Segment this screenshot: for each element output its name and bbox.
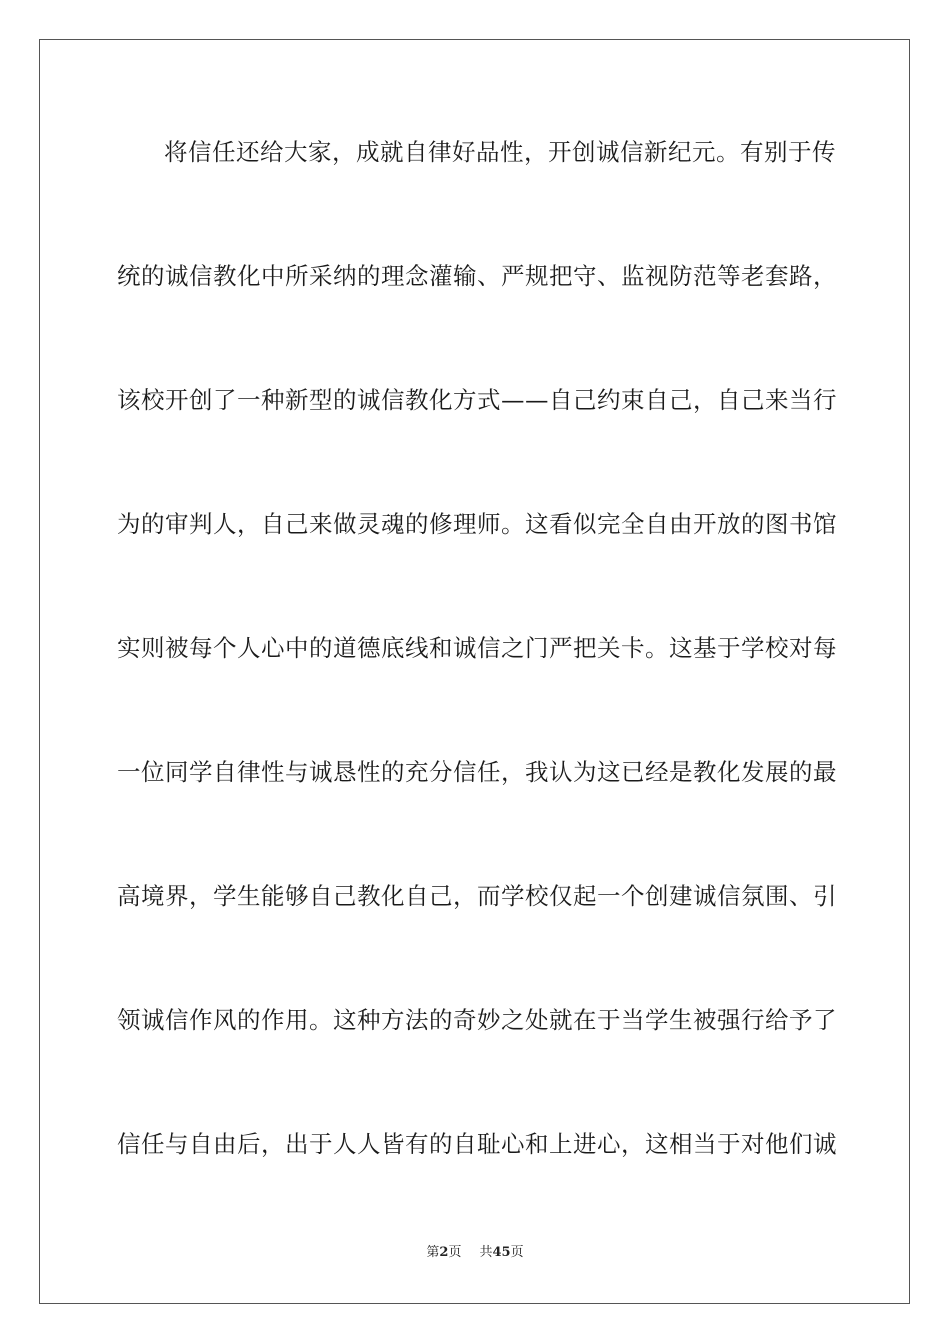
paragraph-line: 领诚信作风的作用。这种方法的奇妙之处就在于当学生被强行给予了: [117, 1006, 837, 1034]
paragraph-line: 一位同学自律性与诚恳性的充分信任，我认为这已经是教化发展的最: [117, 758, 837, 786]
total-pages: 45: [492, 1245, 511, 1260]
page-total: [479, 1245, 523, 1260]
paragraph-line: 将信任还给大家，成就自律好品性，开创诚信新纪元。有别于传: [164, 138, 836, 166]
page-footer: [0, 1245, 950, 1261]
page-suffix: 页: [448, 1245, 462, 1260]
page-border: [39, 39, 910, 1304]
total-suffix: 页: [510, 1245, 524, 1260]
paragraph-line: 实则被每个人心中的道德底线和诚信之门严把关卡。这基于学校对每: [117, 634, 837, 662]
paragraph-line: 统的诚信教化中所采纳的理念灌输、严规把守、监视防范等老套路，: [117, 262, 837, 290]
paragraph-line: 信任与自由后，出于人人皆有的自耻心和上进心，这相当于对他们诚: [117, 1130, 837, 1158]
current-page: 2: [439, 1245, 449, 1260]
paragraph-line: 为的审判人，自己来做灵魂的修理师。这看似完全自由开放的图书馆: [117, 510, 837, 538]
paragraph-line: 高境界，学生能够自己教化自己，而学校仅起一个创建诚信氛围、引: [117, 882, 837, 910]
paragraph-line: 该校开创了一种新型的诚信教化方式——自己约束自己，自己来当行: [117, 386, 837, 414]
page-number: [426, 1245, 461, 1260]
page-prefix: 第: [426, 1245, 440, 1260]
total-prefix: 共: [479, 1245, 493, 1260]
